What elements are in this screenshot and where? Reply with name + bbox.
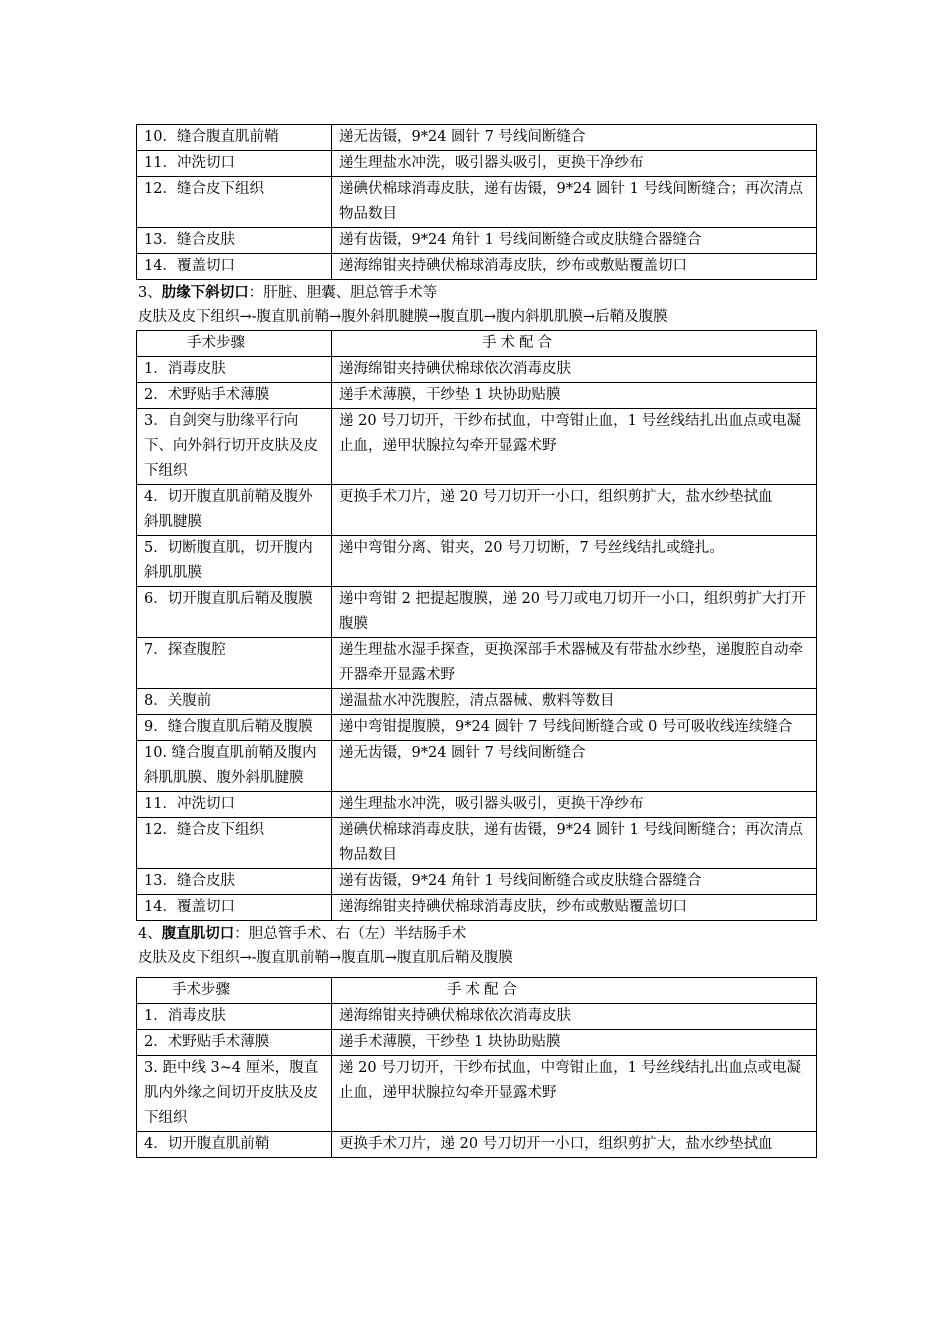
action-cell: 递生理盐水冲洗，吸引器头吸引，更换干净纱布 <box>332 792 817 818</box>
action-cell: 递无齿镊，9*24 圆针 7 号线间断缝合 <box>332 741 817 792</box>
header-action: 手术配合 <box>332 978 817 1004</box>
action-cell: 递碘伏棉球消毒皮肤，递有齿镊，9*24 圆针 1 号线间断缝合；再次清点物品数目 <box>332 818 817 869</box>
action-cell: 递中弯钳提腹膜，9*24 圆针 7 号线间断缝合或 0 号可吸收线连续缝合 <box>332 715 817 741</box>
action-cell: 递有齿镊，9*24 角针 1 号线间断缝合或皮肤缝合器缝合 <box>332 869 817 895</box>
section-4-number: 4、 <box>138 926 162 942</box>
action-cell: 递 20 号刀切开，干纱布拭血，中弯钳止血，1 号丝线结扎出血点或电凝止血，递甲状腺拉勾牵开显露术野 <box>332 1056 817 1132</box>
table-row <box>137 383 817 409</box>
step-cell: 5．切断腹直肌，切开腹内斜肌肌膜 <box>137 536 332 587</box>
header-step: 手术步骤 <box>137 978 332 1004</box>
section-4-desc: 胆总管手术、右（左）半结肠手术 <box>248 926 467 942</box>
table-row <box>137 818 817 869</box>
header-step: 手术步骤 <box>137 331 332 357</box>
action-cell: 递中弯钳 2 把提起腹膜，递 20 号刀或电刀切开一小口，组织剪扩大打开腹膜 <box>332 587 817 638</box>
section-4-layers: 皮肤及皮下组织→-腹直肌前鞘→腹直肌→腹直肌后鞘及腹膜 <box>138 950 513 966</box>
step-cell: 8．关腹前 <box>137 689 332 715</box>
step-cell: 3. 距中线 3~4 厘米，腹直肌内外缘之间切开皮肤及皮下组织 <box>137 1056 332 1132</box>
table-row <box>137 357 817 383</box>
action-cell: 递手术薄膜，干纱垫 1 块协助贴膜 <box>332 1030 817 1056</box>
action-cell: 更换手术刀片，递 20 号刀切开一小口，组织剪扩大，盐水纱垫拭血 <box>332 485 817 536</box>
table-row <box>137 151 817 177</box>
table-row <box>137 895 817 921</box>
step-cell: 2．术野贴手术薄膜 <box>137 383 332 409</box>
step-cell: 4．切开腹直肌前鞘 <box>137 1132 332 1158</box>
table-row <box>137 1056 817 1132</box>
table-row <box>137 587 817 638</box>
step-cell: 11．冲洗切口 <box>137 151 332 177</box>
section-3-number: 3、 <box>138 285 162 301</box>
section-4-heading: 4、腹直肌切口：胆总管手术、右（左）半结肠手术 <box>138 925 467 942</box>
step-cell: 11．冲洗切口 <box>137 792 332 818</box>
section-3-title: 肋缘下斜切口 <box>161 284 249 301</box>
table-row <box>137 869 817 895</box>
action-cell: 递海绵钳夹持碘伏棉球依次消毒皮肤 <box>332 1004 817 1030</box>
step-cell: 10. 缝合腹直肌前鞘及腹内斜肌肌膜、腹外斜肌腱膜 <box>137 741 332 792</box>
action-cell: 更换手术刀片，递 20 号刀切开一小口，组织剪扩大，盐水纱垫拭血 <box>332 1132 817 1158</box>
header-action: 手术配合 <box>332 331 817 357</box>
table-header-row <box>137 978 817 1004</box>
table-row <box>137 792 817 818</box>
step-cell: 3．自剑突与肋缘平行向下、向外斜行切开皮肤及皮下组织 <box>137 409 332 485</box>
action-cell: 递海绵钳夹持碘伏棉球依次消毒皮肤 <box>332 357 817 383</box>
step-cell: 14．覆盖切口 <box>137 254 332 280</box>
section-3-heading: 3、肋缘下斜切口：肝脏、胆囊、胆总管手术等 <box>138 284 438 301</box>
section-3-layers: 皮肤及皮下组织→-腹直肌前鞘→腹外斜肌腱膜→腹直肌→腹内斜肌肌膜→后鞘及腹膜 <box>138 309 668 325</box>
action-cell: 递无齿镊，9*24 圆针 7 号线间断缝合 <box>332 125 817 151</box>
table-row <box>137 536 817 587</box>
document-page <box>136 124 816 1158</box>
table-row <box>137 689 817 715</box>
table-row <box>137 228 817 254</box>
table-row <box>137 177 817 228</box>
table-row <box>137 741 817 792</box>
table-row <box>137 125 817 151</box>
action-cell: 递海绵钳夹持碘伏棉球消毒皮肤，纱布或敷贴覆盖切口 <box>332 895 817 921</box>
table-header-row <box>137 331 817 357</box>
step-cell: 4．切开腹直肌前鞘及腹外斜肌腱膜 <box>137 485 332 536</box>
table-section-4 <box>136 977 817 1158</box>
table-row <box>137 254 817 280</box>
step-cell: 2．术野贴手术薄膜 <box>137 1030 332 1056</box>
action-cell: 递手术薄膜，干纱垫 1 块协助贴膜 <box>332 383 817 409</box>
section-4-title: 腹直肌切口 <box>161 925 235 942</box>
step-cell: 6．切开腹直肌后鞘及腹膜 <box>137 587 332 638</box>
action-cell: 递碘伏棉球消毒皮肤，递有齿镊，9*24 圆针 1 号线间断缝合；再次清点物品数目 <box>332 177 817 228</box>
step-cell: 9．缝合腹直肌后鞘及腹膜 <box>137 715 332 741</box>
step-cell: 14．覆盖切口 <box>137 895 332 921</box>
step-cell: 1．消毒皮肤 <box>137 357 332 383</box>
table-row <box>137 1030 817 1056</box>
action-cell: 递中弯钳分离、钳夹，20 号刀切断，7 号丝线结扎或缝扎。 <box>332 536 817 587</box>
action-cell: 递生理盐水湿手探查，更换深部手术器械及有带盐水纱垫，递腹腔自动牵开器牵开显露术野 <box>332 638 817 689</box>
table-1 <box>136 124 817 280</box>
step-cell: 7．探查腹腔 <box>137 638 332 689</box>
table-row <box>137 409 817 485</box>
step-cell: 13．缝合皮肤 <box>137 869 332 895</box>
table-row <box>137 715 817 741</box>
table-row <box>137 638 817 689</box>
action-cell: 递有齿镊，9*24 角针 1 号线间断缝合或皮肤缝合器缝合 <box>332 228 817 254</box>
step-cell: 12．缝合皮下组织 <box>137 177 332 228</box>
table-row <box>137 1004 817 1030</box>
table-row <box>137 1132 817 1158</box>
table-section-3 <box>136 330 817 921</box>
action-cell: 递温盐水冲洗腹腔，清点器械、敷料等数目 <box>332 689 817 715</box>
table-row <box>137 485 817 536</box>
action-cell: 递海绵钳夹持碘伏棉球消毒皮肤，纱布或敷贴覆盖切口 <box>332 254 817 280</box>
step-cell: 1．消毒皮肤 <box>137 1004 332 1030</box>
step-cell: 12．缝合皮下组织 <box>137 818 332 869</box>
step-cell: 13．缝合皮肤 <box>137 228 332 254</box>
action-cell: 递 20 号刀切开，干纱布拭血，中弯钳止血，1 号丝线结扎出血点或电凝止血，递甲状腺拉勾牵开显露术野 <box>332 409 817 485</box>
action-cell: 递生理盐水冲洗，吸引器头吸引，更换干净纱布 <box>332 151 817 177</box>
section-3-desc: 肝脏、胆囊、胆总管手术等 <box>263 285 438 301</box>
step-cell: 10．缝合腹直肌前鞘 <box>137 125 332 151</box>
